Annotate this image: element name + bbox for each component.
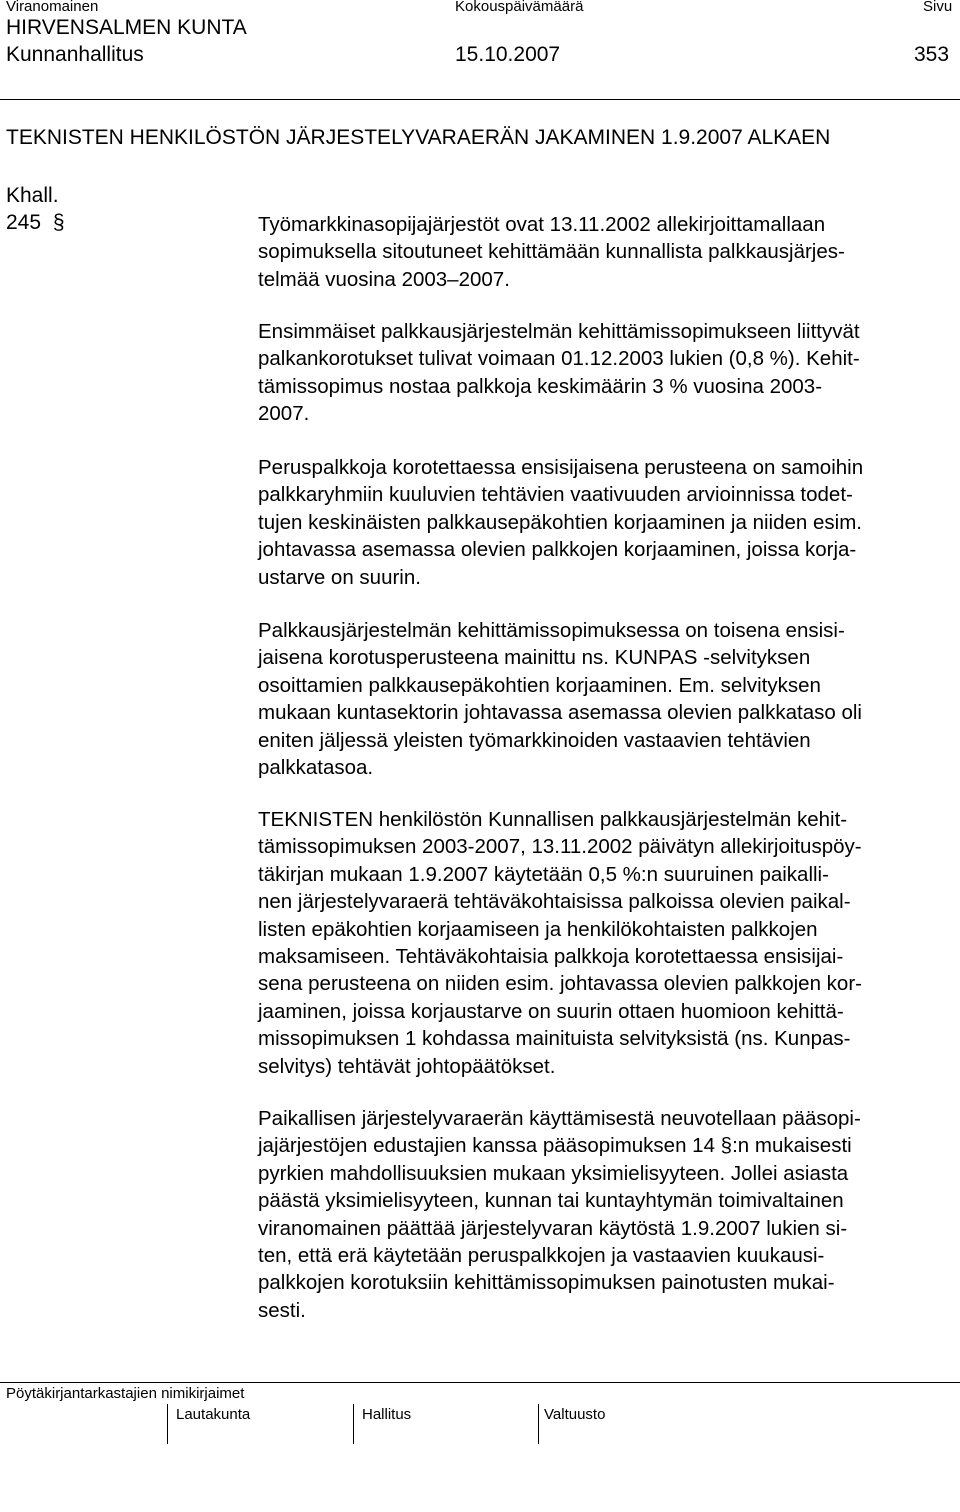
footer-separator xyxy=(353,1404,354,1444)
footer-col-valtuusto: Valtuusto xyxy=(544,1406,606,1423)
paragraph-2: Ensimmäiset palkkausjärjestelmän kehittämissopimukseen liittyvät palkankorotukset tulivat voimaan 01.12.2003 lukien (0,8 %). Kehit- tämissopimus nostaa palkkoja keskimäärin 3 % vuosina 2003- 2007. xyxy=(258,320,860,426)
meeting-date: 15.10.2007 xyxy=(455,43,561,66)
municipality-name: HIRVENSALMEN KUNTA xyxy=(6,16,247,39)
header-divider xyxy=(0,99,960,100)
signatures-label: Pöytäkirjantarkastajien nimikirjaimet xyxy=(6,1385,245,1402)
body-name: Kunnanhallitus xyxy=(6,43,144,66)
section-number xyxy=(6,211,65,235)
footer-separator xyxy=(538,1404,539,1444)
paragraph-5: TEKNISTEN henkilöstön Kunnallisen palkkausjärjestelmän kehit- tämissopimuksen 2003-2007, 13.11.2002 päivätyn allekirjoituspöy- täkirjan mukaan 1.9.2007 käytetään 0,5 %:n suuruinen paikalli- nen järjestelyvaraerä tehtäväkohtaisissa palkoissa olevien paikal- listen epäkohtien korjaamiseen ja henkilökohtaisten palkkojen maksamiseen. Tehtäväkohtaisia palkkoja korotettaessa ensisijai- sena perusteena on niiden esim. johtavassa olevien palkkojen kor- jaaminen, joissa korjaustarve on suurin ottaen huomioon kehittä- missopimuksen 1 kohdassa mainituista selvityksistä (ns. Kunpas- selvitys) tehtävät johtopäätökset. xyxy=(258,808,862,1078)
page-number: 353 xyxy=(914,43,950,66)
paragraph-6: Paikallisen järjestelyvaraerän käyttämisestä neuvotellaan pääsopi- jajärjestöjen edustajien kanssa pääsopimuksen 14 §:n mukaisesti pyrkien mahdollisuuksien mukaan yksimielisyyteen. Jollei asiasta päästä yksimielisyyteen, kunnan tai kuntayhtymän toimivaltainen viranomainen päättää järjestelyvaran käytöstä 1.9.2007 lukien si- ten, että erä käytetään peruspalkkojen ja vastaavien kuukausi- palkkojen korotuksiin kehittämissopimuksen painotusten mukai- sesti. xyxy=(258,1107,861,1322)
footer-divider xyxy=(0,1382,960,1383)
document-title: TEKNISTEN HENKILÖSTÖN JÄRJESTELYVARAERÄN JAKAMINEN 1.9.2007 ALKAEN xyxy=(6,126,831,149)
footer-col-lautakunta: Lautakunta xyxy=(176,1406,251,1423)
paragraph-4: Palkkausjärjestelmän kehittämissopimuksessa on toisena ensisi- jaisena korotusperusteena mainittu ns. KUNPAS -selvityksen osoittamien palkkausepäkohtien korjaaminen. Em. selvityksen mukaan kuntasektorin johtavassa asemassa olevien palkkataso oli eniten jäljessä yleisten työmarkkinoiden vastaavien tehtävien palkkatasoa. xyxy=(258,619,862,780)
header-date-label: Kokouspäivämäärä xyxy=(455,0,584,15)
section-label: Khall. xyxy=(6,184,59,207)
header-authority-label: Viranomainen xyxy=(6,0,99,15)
section-number-value: 245 xyxy=(6,211,42,234)
paragraph-sign: § xyxy=(52,211,65,234)
paragraph-3: Peruspalkkoja korotettaessa ensisijaisena perusteena on samoihin palkkaryhmiin kuuluvien tehtävien vaativuuden arvioinnissa todet- tujen keskinäisten palkkausepäkohtien korjaaminen ja niiden esim. johtavassa asemassa olevien palkkojen korjaaminen, joissa korja- ustarve on suurin. xyxy=(258,456,864,589)
header-page-label: Sivu xyxy=(923,0,953,15)
footer-separator xyxy=(167,1404,168,1444)
footer-col-hallitus: Hallitus xyxy=(362,1406,412,1423)
paragraph-1: Työmarkkinasopijajärjestöt ovat 13.11.2002 allekirjoittamallaan sopimuksella sitoutuneet kehittämään kunnallista palkkausjärjes- telmää vuosina 2003–2007. xyxy=(258,213,845,291)
